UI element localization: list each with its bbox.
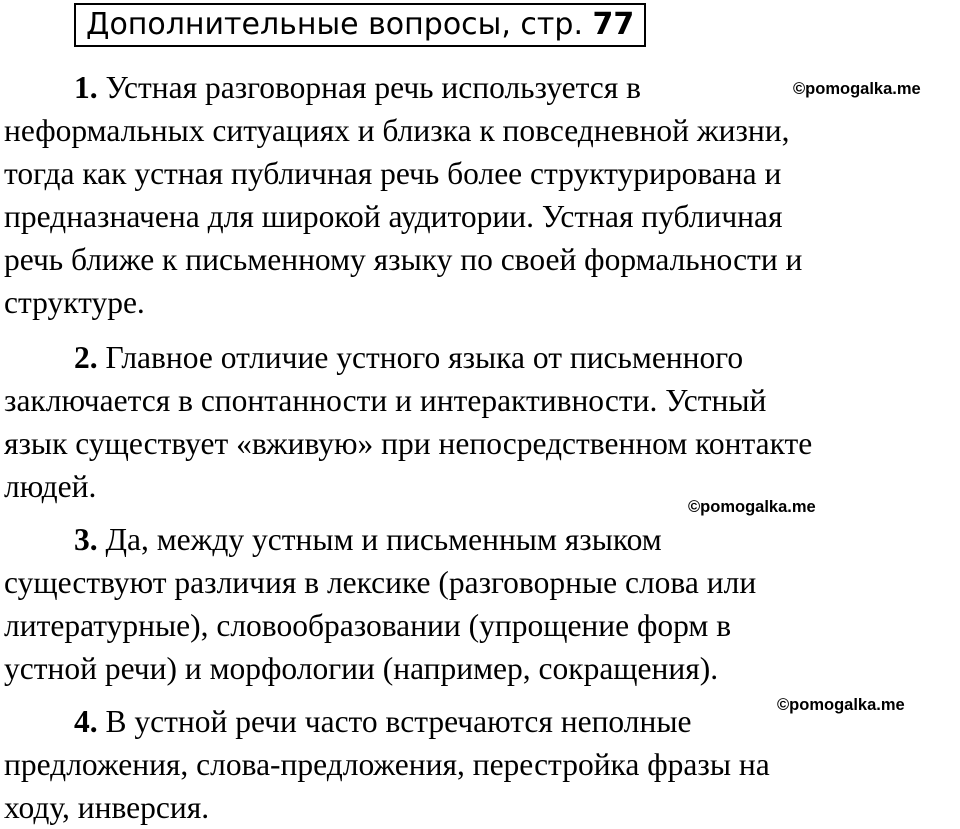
watermark: ©pomogalka.me xyxy=(793,80,921,98)
answer-3 xyxy=(4,518,756,690)
answer-line: существуют различия в лексике (разговорные слова или xyxy=(4,565,757,600)
answer-line: Да, между устным и письменным языком xyxy=(105,522,662,557)
answer-line: ходу, инверсия. xyxy=(4,790,210,825)
answer-line: структуре. xyxy=(4,285,145,320)
answer-line: предложения, слова-предложения, перестройка фразы на xyxy=(4,747,770,782)
answer-line: В устной речи часто встречаются неполные xyxy=(105,704,692,739)
answer-number: 1. xyxy=(74,70,98,105)
answer-number: 2. xyxy=(74,340,98,375)
answer-line: устной речи) и морфологии (например, сокращения). xyxy=(4,651,719,686)
title-text: Дополнительные вопросы, стр. xyxy=(86,7,593,42)
answer-line: Устная разговорная речь используется в xyxy=(105,70,641,105)
answer-2 xyxy=(4,336,812,508)
watermark: ©pomogalka.me xyxy=(688,498,816,516)
answer-line: Главное отличие устного языка от письменного xyxy=(105,340,744,375)
answer-line: неформальных ситуациях и близка к повседневной жизни, xyxy=(4,113,790,148)
answer-line: речь ближе к письменному языку по своей формальности и xyxy=(4,242,803,277)
answer-1 xyxy=(4,66,802,324)
answer-line: литературные), словообразовании (упрощение форм в xyxy=(4,608,732,643)
page-number: 77 xyxy=(592,7,635,42)
answer-line: людей. xyxy=(4,469,97,504)
page-title xyxy=(74,3,646,47)
answer-line: заключается в спонтанности и интерактивности. Устный xyxy=(4,383,767,418)
answer-number: 3. xyxy=(74,522,98,557)
watermark: ©pomogalka.me xyxy=(777,696,905,714)
answer-number: 4. xyxy=(74,704,98,739)
answer-4 xyxy=(4,700,770,829)
answer-line: тогда как устная публичная речь более структурирована и xyxy=(4,156,782,191)
answer-line: язык существует «вживую» при непосредственном контакте xyxy=(4,426,813,461)
answer-line: предназначена для широкой аудитории. Устная публичная xyxy=(4,199,783,234)
